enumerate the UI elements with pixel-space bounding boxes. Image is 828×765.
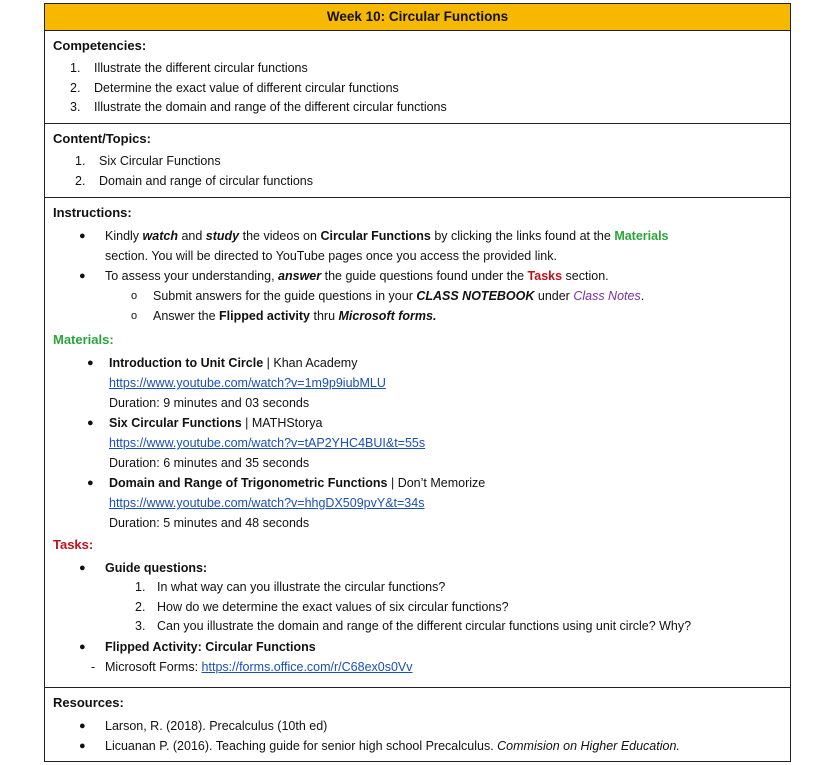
- instruction-sub-bullet-2: o Answer the Flipped activity thru Microsoft forms.: [131, 309, 437, 323]
- item-number: 3.: [135, 619, 146, 633]
- text: CLASS NOTEBOOK: [416, 289, 535, 303]
- material-source: | Khan Academy: [263, 356, 358, 370]
- list-item: [75, 152, 790, 172]
- item-number: 2.: [70, 80, 81, 95]
- item-text: Can you illustrate the domain and range of the different circular functions using unit circle? Why?: [157, 619, 692, 633]
- material-duration: Duration: 9 minutes and 03 seconds: [109, 396, 310, 410]
- instruction-bullet-1: ● Kindly watch and study the videos on Circular Functions by clicking the links found at the Materials: [79, 229, 669, 243]
- flipped-activity-bullet: ● Flipped Activity: Circular Functions: [79, 639, 316, 654]
- competencies-label: Competencies:: [53, 38, 147, 53]
- item-text: How do we determine the exact values of six circular functions?: [157, 599, 509, 614]
- item-number: 2.: [135, 599, 146, 614]
- flipped-activity-label: Flipped Activity: Circular Functions: [105, 639, 316, 654]
- text: by clicking the links found at the: [430, 229, 615, 243]
- content-topics-section: [45, 124, 790, 198]
- item-text: Illustrate the domain and range of the different circular functions: [94, 100, 447, 114]
- instruction-bullet-1-continued: section. You will be directed to YouTube pages once you access the provided link.: [105, 249, 557, 263]
- resource-text: Licuanan P. (2016). Teaching guide for senior high school Precalculus.: [105, 739, 498, 753]
- list-item: [135, 578, 790, 598]
- video-link[interactable]: https://www.youtube.com/watch?v=hhgDX509pvY&t=34s: [109, 496, 425, 510]
- material-title: Six Circular Functions: [109, 416, 242, 430]
- item-number: 3.: [70, 100, 81, 114]
- text: thru: [310, 309, 339, 323]
- lesson-plan-table: [44, 3, 791, 762]
- material-duration: Duration: 6 minutes and 35 seconds: [109, 456, 310, 470]
- item-number: 2.: [75, 173, 86, 188]
- text: section.: [562, 269, 609, 283]
- item-text: Illustrate the different circular functions: [94, 61, 308, 75]
- class-notes-reference: Class Notes: [573, 289, 641, 303]
- text: .: [640, 289, 645, 303]
- dash: -: [91, 659, 96, 674]
- item-text: Domain and range of circular functions: [99, 173, 314, 188]
- text: study: [205, 229, 240, 243]
- item-number: 1.: [135, 580, 146, 594]
- tasks-label: Tasks:: [53, 537, 94, 552]
- content-topics-label: Content/Topics:: [53, 131, 151, 146]
- text: Submit answers for the guide questions in your: [153, 289, 417, 303]
- list-item: [135, 598, 790, 618]
- text: Answer the: [153, 309, 220, 323]
- video-link[interactable]: https://www.youtube.com/watch?v=tAP2YHC4BUI&t=55s: [109, 436, 426, 450]
- item-number: 1.: [75, 154, 86, 168]
- resources-section: [45, 688, 790, 762]
- text: Kindly: [105, 229, 143, 243]
- list-item: [70, 98, 790, 118]
- text: answer: [278, 269, 322, 283]
- materials-reference: Materials: [614, 229, 669, 243]
- resource-item: ● Larson, R. (2018). Precalculus (10th ed): [79, 719, 328, 733]
- list-item: [75, 172, 790, 192]
- material-source: | MATHStorya: [241, 416, 323, 430]
- material-title: Introduction to Unit Circle: [109, 356, 264, 370]
- text: Microsoft Forms:: [105, 659, 202, 674]
- materials-label: Materials:: [53, 332, 114, 347]
- guide-questions-bullet: ● Guide questions:: [79, 561, 208, 575]
- material-item: ● Domain and Range of Trigonometric Functions | Don’t Memorize: [87, 476, 486, 490]
- text: under: [534, 289, 574, 303]
- text: the videos on: [239, 229, 321, 243]
- text: and: [177, 229, 206, 243]
- tasks-reference: Tasks: [527, 269, 563, 283]
- resource-item: ● Licuanan P. (2016). Teaching guide for senior high school Precalculus. Commision on Higher Education.: [79, 739, 680, 753]
- list-item: [70, 59, 790, 79]
- resources-label: Resources:: [53, 695, 124, 710]
- item-number: 1.: [70, 61, 81, 75]
- text: Microsoft forms.: [338, 309, 437, 323]
- item-text: Determine the exact value of different circular functions: [94, 80, 399, 95]
- competencies-section: [45, 31, 790, 124]
- text: Flipped activity: [219, 309, 311, 323]
- instruction-sub-bullet-1: o Submit answers for the guide questions in your CLASS NOTEBOOK under Class Notes.: [131, 289, 645, 303]
- item-text: In what way can you illustrate the circular functions?: [157, 580, 446, 594]
- resource-text: Larson, R. (2018). Precalculus (10th ed): [105, 719, 328, 733]
- item-text: Six Circular Functions: [99, 154, 221, 168]
- list-item: [70, 79, 790, 99]
- instruction-bullet-2: ● To assess your understanding, answer the guide questions found under the Tasks section.: [79, 269, 609, 283]
- microsoft-forms-line: [79, 657, 790, 677]
- material-duration: Duration: 5 minutes and 48 seconds: [109, 516, 310, 530]
- instructions-label: Instructions:: [53, 205, 132, 220]
- instructions-section: [45, 198, 790, 688]
- video-link[interactable]: https://www.youtube.com/watch?v=1m9p9iubMLU: [109, 376, 386, 390]
- text: the guide questions found under the: [321, 269, 528, 283]
- material-item: ● Six Circular Functions | MATHStorya: [87, 416, 323, 430]
- forms-link[interactable]: https://forms.office.com/r/C68ex0s0Vv: [201, 659, 413, 674]
- material-title: Domain and Range of Trigonometric Functions: [109, 476, 388, 490]
- resource-publisher: Commision on Higher Education.: [497, 739, 680, 753]
- guide-questions-label: Guide questions:: [105, 561, 208, 575]
- text: To assess your understanding,: [105, 269, 279, 283]
- text: watch: [142, 229, 178, 243]
- text: Circular Functions: [320, 229, 431, 243]
- material-item: ● Introduction to Unit Circle | Khan Academy: [87, 356, 358, 370]
- page-title: Week 10: Circular Functions: [45, 4, 790, 31]
- list-item: [135, 617, 790, 637]
- material-source: | Don’t Memorize: [387, 476, 486, 490]
